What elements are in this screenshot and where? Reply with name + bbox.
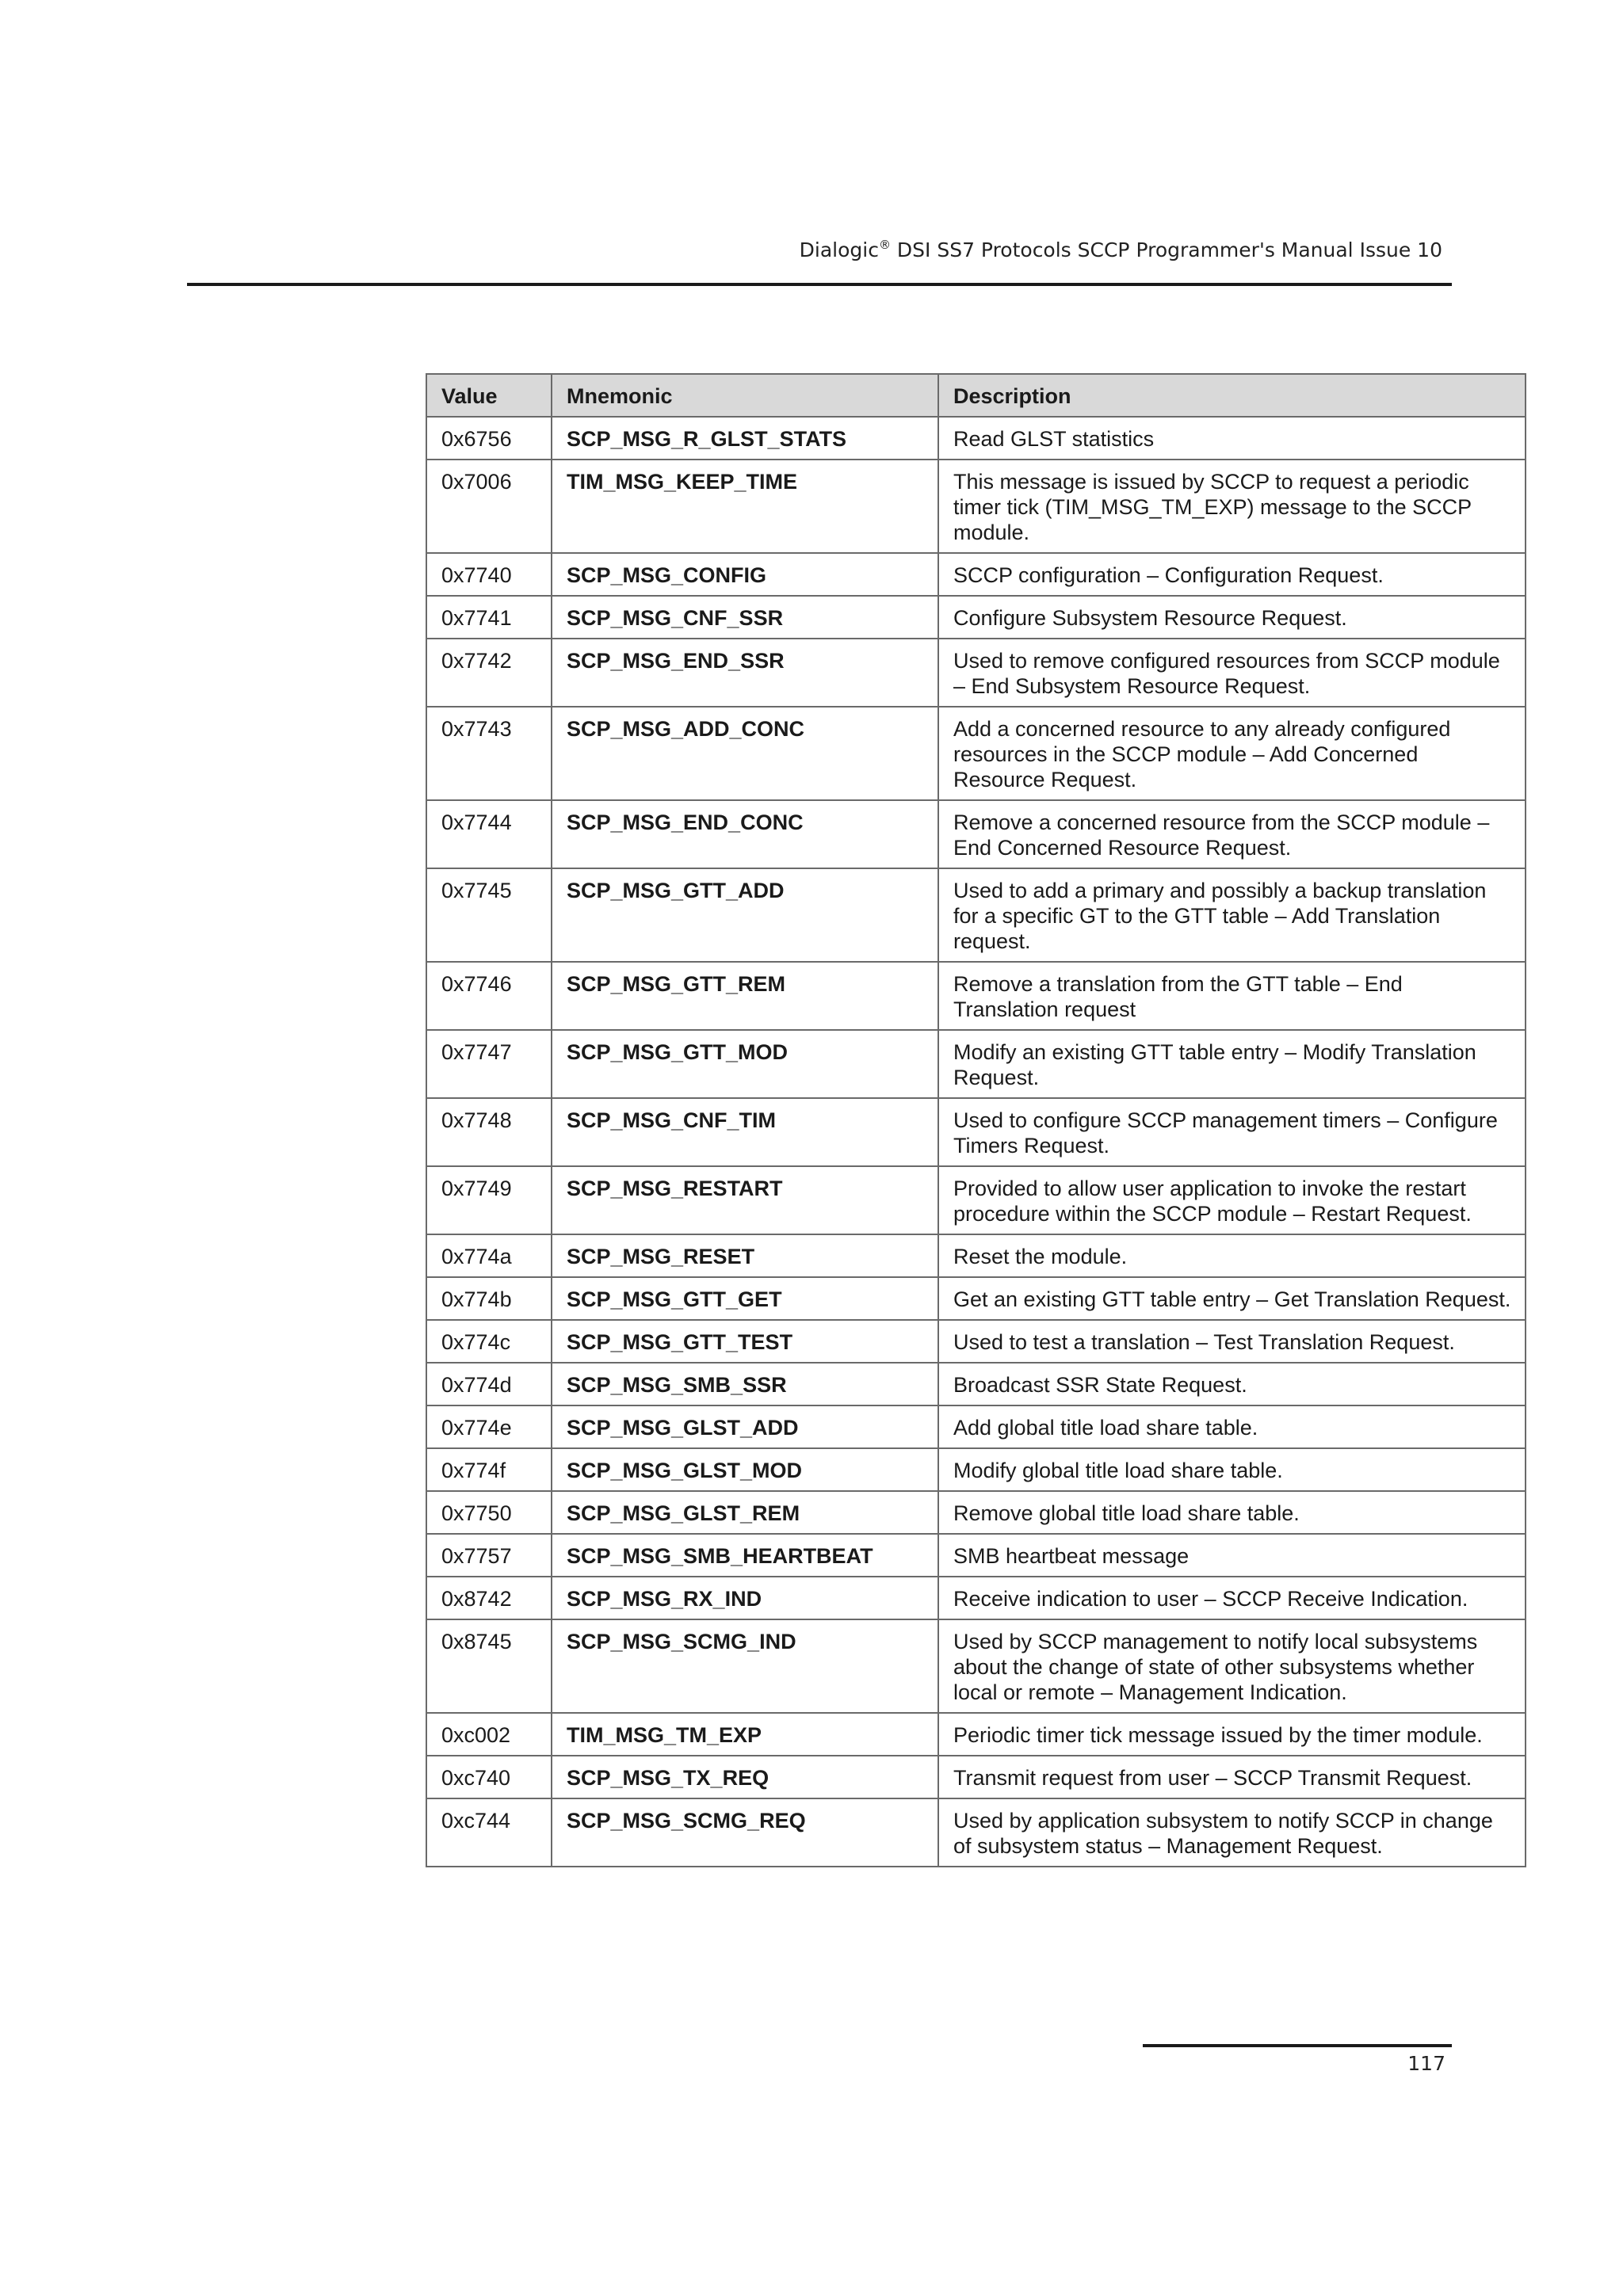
cell-value: 0x774d (426, 1363, 552, 1405)
cell-description: Used to configure SCCP management timers – Configure Timers Request. (938, 1098, 1526, 1166)
page-number: 117 (1407, 2052, 1445, 2075)
cell-mnemonic: SCP_MSG_CNF_TIM (552, 1098, 938, 1166)
table-row (426, 1448, 1526, 1491)
table-body (426, 417, 1526, 1867)
cell-value: 0x7748 (426, 1098, 552, 1166)
table-row (426, 1320, 1526, 1363)
cell-value: 0xc744 (426, 1798, 552, 1867)
cell-value: 0x7006 (426, 460, 552, 553)
cell-description: Get an existing GTT table entry – Get Translation Request. (938, 1277, 1526, 1320)
running-header (187, 238, 1452, 261)
cell-description: Read GLST statistics (938, 417, 1526, 460)
table-row (426, 639, 1526, 707)
column-header-mnemonic: Mnemonic (552, 374, 938, 417)
cell-value: 0xc002 (426, 1713, 552, 1756)
column-header-value: Value (426, 374, 552, 417)
registered-mark: ® (878, 238, 891, 252)
cell-description: Add global title load share table. (938, 1405, 1526, 1448)
table-row (426, 553, 1526, 596)
header-title: DSI SS7 Protocols SCCP Programmer's Manual Issue 10 (890, 238, 1442, 261)
table-row (426, 1363, 1526, 1405)
cell-mnemonic: SCP_MSG_RX_IND (552, 1577, 938, 1619)
cell-mnemonic: SCP_MSG_END_SSR (552, 639, 938, 707)
table-row (426, 1098, 1526, 1166)
message-table (426, 373, 1526, 1867)
table-row (426, 1619, 1526, 1713)
cell-mnemonic: SCP_MSG_GTT_MOD (552, 1030, 938, 1098)
cell-value: 0x7745 (426, 868, 552, 962)
cell-mnemonic: TIM_MSG_KEEP_TIME (552, 460, 938, 553)
table-row (426, 1030, 1526, 1098)
cell-mnemonic: SCP_MSG_TX_REQ (552, 1756, 938, 1798)
table-row (426, 596, 1526, 639)
cell-description: Transmit request from user – SCCP Transmit Request. (938, 1756, 1526, 1798)
cell-mnemonic: SCP_MSG_SCMG_IND (552, 1619, 938, 1713)
cell-value: 0x7740 (426, 553, 552, 596)
table-row (426, 962, 1526, 1030)
cell-mnemonic: SCP_MSG_GTT_GET (552, 1277, 938, 1320)
cell-mnemonic: SCP_MSG_CONFIG (552, 553, 938, 596)
table-row (426, 1166, 1526, 1234)
cell-description: Configure Subsystem Resource Request. (938, 596, 1526, 639)
cell-value: 0x7744 (426, 800, 552, 868)
cell-mnemonic: SCP_MSG_SCMG_REQ (552, 1798, 938, 1867)
table-row (426, 868, 1526, 962)
cell-value: 0x7742 (426, 639, 552, 707)
cell-mnemonic: SCP_MSG_GTT_ADD (552, 868, 938, 962)
cell-value: 0x8745 (426, 1619, 552, 1713)
cell-description: Broadcast SSR State Request. (938, 1363, 1526, 1405)
cell-mnemonic: TIM_MSG_TM_EXP (552, 1713, 938, 1756)
cell-mnemonic: SCP_MSG_RESTART (552, 1166, 938, 1234)
cell-mnemonic: SCP_MSG_RESET (552, 1234, 938, 1277)
cell-mnemonic: SCP_MSG_R_GLST_STATS (552, 417, 938, 460)
table-row (426, 1277, 1526, 1320)
table-row (426, 1491, 1526, 1534)
cell-description: Add a concerned resource to any already configured resources in the SCCP module – Add Concerned Resource Request. (938, 707, 1526, 800)
cell-value: 0x774a (426, 1234, 552, 1277)
cell-value: 0x774e (426, 1405, 552, 1448)
cell-description: Used by SCCP management to notify local subsystems about the change of state of other subsystems whether local or remote – Management Indication. (938, 1619, 1526, 1713)
table-row (426, 460, 1526, 553)
cell-description: Used to add a primary and possibly a backup translation for a specific GT to the GTT table – Add Translation request. (938, 868, 1526, 962)
table-row (426, 1756, 1526, 1798)
cell-value: 0x7743 (426, 707, 552, 800)
cell-description: SMB heartbeat message (938, 1534, 1526, 1577)
cell-description: Modify an existing GTT table entry – Modify Translation Request. (938, 1030, 1526, 1098)
cell-value: 0xc740 (426, 1756, 552, 1798)
cell-mnemonic: SCP_MSG_GTT_TEST (552, 1320, 938, 1363)
cell-description: Remove a concerned resource from the SCCP module – End Concerned Resource Request. (938, 800, 1526, 868)
table-row (426, 1405, 1526, 1448)
cell-value: 0x8742 (426, 1577, 552, 1619)
cell-value: 0x7749 (426, 1166, 552, 1234)
cell-mnemonic: SCP_MSG_CNF_SSR (552, 596, 938, 639)
cell-mnemonic: SCP_MSG_END_CONC (552, 800, 938, 868)
footer-rule (1143, 2044, 1452, 2047)
cell-value: 0x7747 (426, 1030, 552, 1098)
cell-description: Provided to allow user application to invoke the restart procedure within the SCCP module – Restart Request. (938, 1166, 1526, 1234)
table-header-row (426, 374, 1526, 417)
column-header-description: Description (938, 374, 1526, 417)
table-row (426, 1534, 1526, 1577)
cell-description: Used to test a translation – Test Translation Request. (938, 1320, 1526, 1363)
table-row (426, 707, 1526, 800)
cell-mnemonic: SCP_MSG_SMB_SSR (552, 1363, 938, 1405)
cell-value: 0x7750 (426, 1491, 552, 1534)
cell-mnemonic: SCP_MSG_GLST_ADD (552, 1405, 938, 1448)
header-brand: Dialogic (799, 238, 879, 261)
cell-value: 0x7757 (426, 1534, 552, 1577)
cell-description: Periodic timer tick message issued by the timer module. (938, 1713, 1526, 1756)
table-row (426, 1798, 1526, 1867)
cell-value: 0x6756 (426, 417, 552, 460)
cell-description: This message is issued by SCCP to request a periodic timer tick (TIM_MSG_TM_EXP) message to the SCCP module. (938, 460, 1526, 553)
cell-value: 0x774c (426, 1320, 552, 1363)
cell-value: 0x7741 (426, 596, 552, 639)
table-row (426, 800, 1526, 868)
table-row (426, 417, 1526, 460)
cell-value: 0x774f (426, 1448, 552, 1491)
cell-description: Modify global title load share table. (938, 1448, 1526, 1491)
cell-description: Receive indication to user – SCCP Receive Indication. (938, 1577, 1526, 1619)
cell-mnemonic: SCP_MSG_SMB_HEARTBEAT (552, 1534, 938, 1577)
header-rule (187, 283, 1452, 286)
cell-mnemonic: SCP_MSG_GTT_REM (552, 962, 938, 1030)
cell-value: 0x774b (426, 1277, 552, 1320)
cell-description: Remove a translation from the GTT table – End Translation request (938, 962, 1526, 1030)
table-row (426, 1234, 1526, 1277)
cell-mnemonic: SCP_MSG_GLST_REM (552, 1491, 938, 1534)
cell-value: 0x7746 (426, 962, 552, 1030)
cell-description: Remove global title load share table. (938, 1491, 1526, 1534)
cell-description: SCCP configuration – Configuration Request. (938, 553, 1526, 596)
cell-mnemonic: SCP_MSG_GLST_MOD (552, 1448, 938, 1491)
table-row (426, 1713, 1526, 1756)
cell-description: Used by application subsystem to notify SCCP in change of subsystem status – Management Request. (938, 1798, 1526, 1867)
table-row (426, 1577, 1526, 1619)
cell-description: Reset the module. (938, 1234, 1526, 1277)
cell-mnemonic: SCP_MSG_ADD_CONC (552, 707, 938, 800)
cell-description: Used to remove configured resources from SCCP module – End Subsystem Resource Request. (938, 639, 1526, 707)
